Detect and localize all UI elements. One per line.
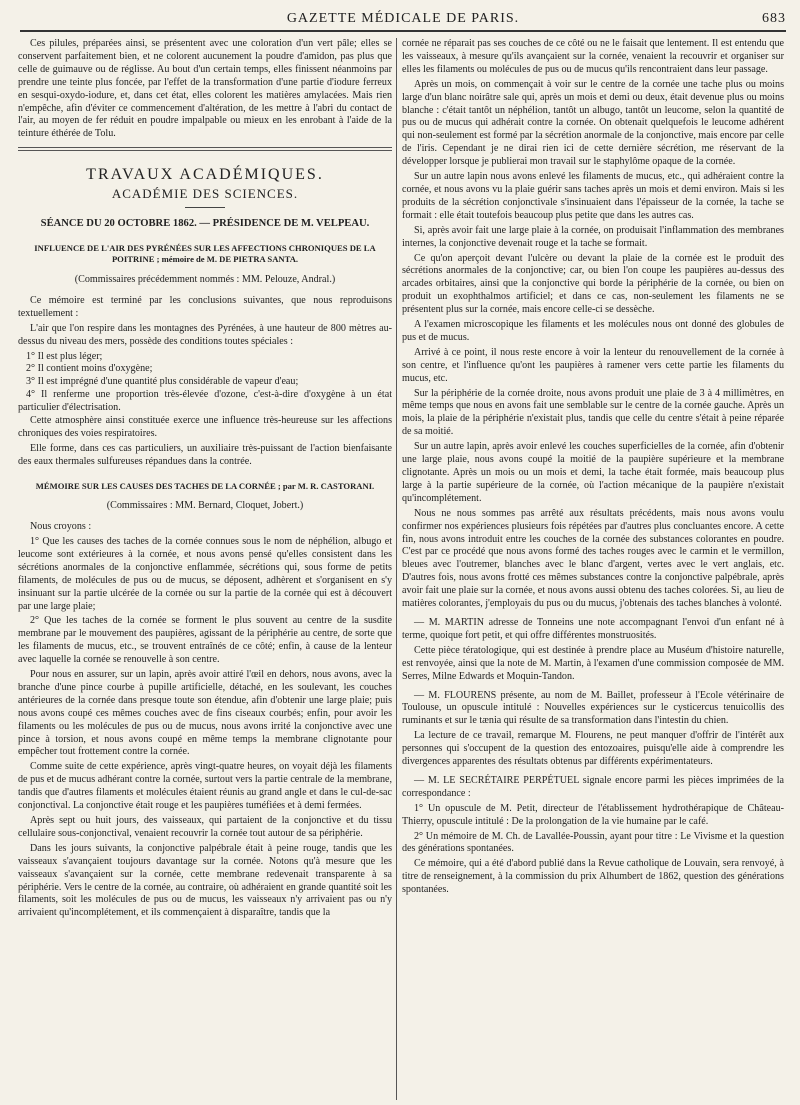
paragraph: 2° Un mémoire de M. Ch. de Lavallée-Poussin, ayant pour titre : Le Vivisme et la question des générations spontanées. xyxy=(402,830,784,855)
paragraph: Si, après avoir fait une large plaie à la cornée, on produisait l'inflammation des membranes internes, la conjonctive devenait rouge et la tache se formait. xyxy=(402,224,784,249)
paragraph: L'air que l'on respire dans les montagnes des Pyrénées, à une hauteur de 800 mètres au-dessus du niveau des mers, possède des conditions toutes spéciales : xyxy=(18,322,392,347)
paragraph: Sur un autre lapin, après avoir enlevé les couches superficielles de la cornée, afin d'obtenir une large plaie, nous avons coupé la moitié de la paupière supérieure et la membrane clignotante. Après un mois ou un mois et demi, la tache était formée, mais beaucoup plus large à la partie supérieure de la cornée, où l'action mécanique de la paupière n'existait qu'incomplétement. xyxy=(402,441,784,504)
article-title: MÉMOIRE SUR LES CAUSES DES TACHES DE LA CORNÉE ; par M. R. CASTORANI. xyxy=(35,480,375,491)
page-number: 683 xyxy=(762,11,786,26)
list-item: 2° Il contient moins d'oxygène; xyxy=(26,363,153,375)
paragraph: Après sept ou huit jours, des vaisseaux, qui partaient de la conjonctive et du tissu cellulaire sous-conjonctival, venaient recouvrir la cornée tout autour de sa périphérie. xyxy=(18,815,392,839)
paragraph: Ce qu'on aperçoit devant l'ulcère ou devant la plaie de la cornée est le produit des sécrétions anormales de la conjonctive; car, ou bien l'on coupe les paupières au-dessus des arcades orbitaires, ainsi que la conjonctive qui borde la périphérie de la cornée, ou bien on produit un exophthalmos artificiel; et dans ce cas, non-seulement les filaments ne se présentent plus sur la cornée, mais encore celle-ci se dessèche. xyxy=(402,252,784,316)
paragraph: Sur un autre lapin nous avons enlevé les filaments de mucus, etc., qui adhéraient contre la cornée, et nous avons vu la plaie guérir sans taches après un mois et demi environ. Mais si les produits de la sécrétion conjonctivale s'insinuaient dans l'épaisseur de la cornée, la tache se formait : elle était toutefois beaucoup plus petite que dans les autres cas. xyxy=(402,171,784,221)
right-column xyxy=(402,38,784,899)
commissaires: (Commissaires précédemment nommés : MM. Pelouze, Andral.) xyxy=(74,273,336,285)
short-rule xyxy=(185,207,225,208)
commissaires: (Commissaires : MM. Bernard, Cloquet, Jobert.) xyxy=(106,500,304,512)
left-column xyxy=(18,38,392,922)
paragraph: A l'examen microscopique les filaments et les molécules nous ont donné des globules de pus et de mucus. xyxy=(402,319,784,343)
seance-heading: SÉANCE DU 20 OCTOBRE 1862. — PRÉSIDENCE DE M. VELPEAU. xyxy=(40,218,370,230)
column-divider xyxy=(396,38,397,1100)
paragraph: — M. LE SECRÉTAIRE PERPÉTUEL signale encore parmi les pièces imprimées de la correspondance : xyxy=(402,774,784,799)
academy-title: ACADÉMIE DES SCIENCES. xyxy=(111,186,299,202)
paragraph: 1° Un opuscule de M. Petit, directeur de l'établissement hydrothérapique de Château-Thierry, opuscule intitulé : De la prolongation de la vie humaine par le café. xyxy=(402,802,784,827)
page-header xyxy=(20,8,786,32)
paragraph: La lecture de ce travail, remarque M. Flourens, ne peut manquer d'offrir de l'intérêt aux personnes qui s'occupent de la question des entozoaires, puisqu'elle aide à comprendre les divergences apparentes des résultats obtenus par différents expérimentateurs. xyxy=(402,730,784,768)
paragraph: Ce mémoire, qui a été d'abord publié dans la Revue catholique de Louvain, sera renvoyé, à titre de renseignement, à la commission du prix Alhumbert de 1862, question des générations spontanées. xyxy=(402,858,784,896)
list-item: 4° Il renferme une proportion très-élevée d'ozone, c'est-à-dire d'oxygène à un état particulier d'électrisation. xyxy=(18,389,392,414)
paragraph: Pour nous en assurer, sur un lapin, après avoir attiré l'œil en dehors, nous avons, avec la branche d'une pince courbe à pupille artificielle, détaché, en les soulevant, les couches antérieures de la cornée dans presque toute son étendue, afin d'obtenir une large plaie; puis nous avons coupé ces mêmes couches avec de fins ciseaux courbés; enfin, pour avoir les filaments ou les molécules de pus ou de mucus, nous avons irrité la conjonctive avec une pince à torsion, et nous avons coupé en même temps la membrane clignotante pour empêcher tout frottement contre la cornée. xyxy=(18,669,392,758)
journal-title: GAZETTE MÉDICALE DE PARIS. xyxy=(286,11,520,26)
paragraph: Nous croyons : xyxy=(30,521,92,533)
paragraph: cornée ne réparait pas ses couches de ce côté ou ne le faisait que lentement. Il est entendu que les vaisseaux, à mesure qu'ils avançaient sur la cornée, venaient la recouvrir et organiser sur elles les filaments ou molécules de pus ou de mucus qu'ils rencontraient dans leur passage. xyxy=(402,38,784,75)
paragraph: — M. FLOURENS présente, au nom de M. Baillet, professeur à l'Ecole vétérinaire de Toulouse, un opuscule intitulé : Nouvelles expériences sur le cysticercus tenuicollis des ruminants et sur le tænia qui résulte de sa transformation dans l'intestin du chien. xyxy=(402,689,784,727)
paragraph: 2° Que les taches de la cornée se forment le plus souvent au centre de la susdite membrane par le mouvement des paupières, agissant de la périphérie au centre, de sorte que les filaments de mucus, etc., se trouvent entraînés de ce côté; enfin, à cause de la lenteur avec laquelle la cornée se renouvelle à son centre. xyxy=(18,615,392,666)
paragraph: Nous ne nous sommes pas arrêté aux résultats précédents, mais nous avons voulu confirmer nos expériences plusieurs fois répétées par d'autres plus concluantes encore. A cette fin, nous avons introduit entre les couches de la cornée des substances colorantes en poudre. C'est par ce procédé que nous avons formé des taches rouges avec le carmin et le vermillon, bleues avec l'outremer, blanches avec le blanc d'argent, vertes avec le vert anglais, etc. D'autres fois, nous avons frotté ces mêmes substances contre la conjonctive palpébrale, après avoir fait une plaie sur la cornée, et nous avons aussi obtenu des taches colorées. Si, au lieu de matières colorantes, j'employais du pus ou du mucus, j'obtenais des taches blanches à volonté. xyxy=(402,507,784,610)
paragraph: Elle forme, dans ces cas particuliers, un auxiliaire très-puissant de l'action bienfaisante des eaux thermales sulfureuses répandues dans la contrée. xyxy=(18,442,392,467)
paragraph: 1° Que les causes des taches de la cornée connues sous le nom de néphélion, albugo et leucome sont extérieures à la cornée, et nous avons pensé qu'elles consistent dans les sécrétions anormales de la conjonctive enflammée, sécrétions qui, sous forme de petits filaments, de molécules de pus ou de mucus, se déposent, adhèrent et s'organisent en s'y insinuant sur la partie ulcérée de la cornée ou sur la partie de la cornée qui est à découvert par une large plaie; xyxy=(18,535,392,612)
list-item: 1° Il est plus léger; xyxy=(26,350,103,362)
paragraph: Arrivé à ce point, il nous reste encore à voir la lenteur du renouvellement de la cornée à son centre, et l'influence qu'ont les paupières à ramener vers cette partie les filaments du mucus, etc. xyxy=(402,346,784,384)
paragraph: Dans les jours suivants, la conjonctive palpébrale était à peine rouge, tandis que les vaisseaux s'avançaient toujours davantage sur la cornée. Notons qu'à mesure que les vaisseaux s'avançaient sur la cornée, cette membrane redevenait transparente à sa périphérie. Vers le centre de la cornée, au contraire, où adhéraient en grande quantité soit les filaments, soit les molécules de pus ou de mucus, les vaisseaux n'y arrivaient pas ou n'y arrivaient qu'incomplétement, et ils commençaient à disparaître, tandis que la xyxy=(18,842,392,919)
section-divider xyxy=(18,147,392,151)
article-title: INFLUENCE DE L'AIR DES PYRÉNÉES SUR LES AFFECTIONS CHRONIQUES DE LA POITRINE ; mémoire de M. DE PIETRA SANTA. xyxy=(34,242,376,265)
paragraph: Ce mémoire est terminé par les conclusions suivantes, que nous reproduisons textuellement : xyxy=(18,294,392,319)
section-title: TRAVAUX ACADÉMIQUES. xyxy=(86,166,324,184)
paragraph: — M. MARTIN adresse de Tonneins une note accompagnant l'envoi d'un enfant né à terme, quoique fort petit, et qui offre différentes monstruosités. xyxy=(402,616,784,641)
paragraph: Sur la périphérie de la cornée droite, nous avons produit une plaie de 3 à 4 millimètres, en même temps que nous en avons fait une semblable sur le centre de la cornée gauche. Après un mois, la plaie de la périphérie n'existait plus, tandis que celle du centre s'était à peine réparée de sa moitié. xyxy=(402,387,784,438)
list-item: 3° Il est imprégné d'une quantité plus considérable de vapeur d'eau; xyxy=(26,376,299,388)
paragraph: Ces pilules, préparées ainsi, se présentent avec une coloration d'un vert pâle; elles se conservent parfaitement bien, et ne colorent aucunement la poudre d'amidon, pas plus que celle de guimauve ou de réglisse. Au bout d'un certain temps, elles finissent néanmoins par prendre une teinte plus foncée, par l'effet de la transformation d'une partie d'iodure ferreux en sesqui-oxydo-iodure, et, dans cet état, elles colorent les matières amylacées. Mais rien n'empêche, afin d'éviter ce commencement d'altération, de les mettre à l'abri du contact de l'air, au moyen de fer réduit en poudre impalpable ou mieux en les enrobant à l'aide de la teinture éthérée de Tolu. xyxy=(18,38,392,140)
paragraph: Cette atmosphère ainsi constituée exerce une influence très-heureuse sur les affections chroniques des voies respiratoires. xyxy=(18,415,392,439)
paragraph: Cette pièce tératologique, qui est destinée à prendre place au Muséum d'histoire naturelle, est renvoyée, ainsi que la note de M. Martin, à l'examen d'une commission composée de MM. Serres, Milne Edwards et Moquin-Tandon. xyxy=(402,644,784,682)
paragraph: Après un mois, on commençait à voir sur le centre de la cornée une tache plus ou moins large d'un blanc noirâtre sale qui, après un mois et demi ou deux, était devenue plus ou moins blanche : c'était tantôt un néphélion, tantôt un albugo, tantôt un leucome, selon la quantité de pus ou de mucus qui adhérait contre la cornée. On obtenait quelquefois le leucome adhérent qui non-seulement est formé par la sécrétion anormale de la conjonctive, mais encore par celle de l'iris. Cependant je ne dirai rien ici de cette dernière sécrétion, me réservant de la développer lorsque je publierai mon travail sur le staphylôme opaque de la cornée. xyxy=(402,78,784,168)
paragraph: Comme suite de cette expérience, après vingt-quatre heures, on voyait déjà les filaments de pus et de mucus adhérant contre la cornée, surtout vers la partie centrale de la membrane, tandis que d'autres filaments et molécules étaient réunis au grand angle et dans le cul-de-sac conjonctival. La conjonctive était rouge et les paupières tuméfiées et à demi fermées. xyxy=(18,761,392,812)
